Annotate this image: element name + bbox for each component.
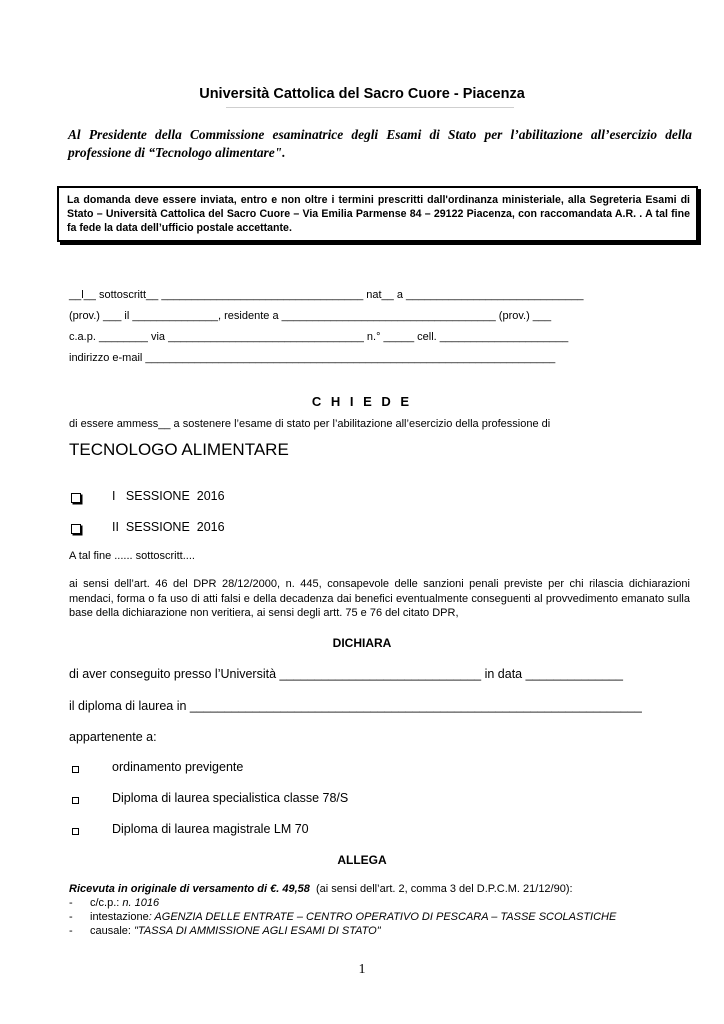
- page-number: 1: [358, 962, 366, 977]
- degree-line[interactable]: il diploma di laurea in _________________________________________________________________: [69, 699, 642, 713]
- birth-residence-line[interactable]: (prov.) ___ il ______________, residente a ___________________________________ (prov.) ___: [69, 310, 552, 322]
- item-label: intestazione: [90, 911, 149, 923]
- attachment-item: [69, 897, 709, 910]
- allega-heading: ALLEGA: [337, 853, 387, 867]
- session-2-label: II SESSIONE 2016: [112, 520, 225, 534]
- page-title: Università Cattolica del Sacro Cuore - Piacenza: [199, 86, 525, 102]
- notice-box: [57, 186, 698, 242]
- item-label: c/c.p.:: [90, 897, 123, 909]
- item-value: : AGENZIA DELLE ENTRATE – CENTRO OPERATIVO DI PESCARA – TASSE SCOLASTICHE: [148, 911, 617, 923]
- attachment-item: [69, 911, 709, 924]
- option-2-checkbox[interactable]: [72, 797, 79, 804]
- notice-text: La domanda deve essere inviata, entro e non oltre i termini prescritti dall'ordinanza ministeriale, alla Segreteria Esami di Stato – Università Cattolica del Sacro Cuore – Via Emilia Parmense 84 – 29122 Piacenza, con raccomandata A.R. . A tal fine fa fede la data dell’ufficio postale accettante.: [67, 194, 690, 234]
- applicant-name-line[interactable]: __l__ sottoscritt__ _________________________________ nat__ a _____________________________: [69, 289, 584, 301]
- receipt-line: [69, 883, 709, 896]
- request-text: di essere ammess__ a sostenere l’esame di stato per l’abilitazione all’esercizio della professione di: [69, 418, 551, 430]
- legal-paragraph: ai sensi dell’art. 46 del DPR 28/12/2000, n. 445, consapevole delle sanzioni penali previste per chi rilascia dichiarazioni mendaci, forma o fa uso di atti falsi e della decadenza dai benefici eventualmente conseguenti al provvedimento emanato sulla base della dichiarazione non veritiera, ai sensi degli artt. 75 e 76 del citato DPR,: [69, 578, 690, 619]
- chiede-heading: C H I E D E: [311, 394, 413, 409]
- option-1-checkbox[interactable]: [72, 766, 79, 773]
- item-label: causale:: [90, 925, 135, 937]
- item-dash: -: [69, 897, 73, 909]
- session-2-checkbox[interactable]: [71, 524, 81, 534]
- dichiara-heading: DICHIARA: [332, 636, 392, 650]
- option-3-checkbox[interactable]: [72, 828, 79, 835]
- item-dash: -: [69, 911, 73, 923]
- belongs-to-label: appartenente a:: [69, 730, 157, 744]
- item-dash: -: [69, 925, 73, 937]
- session-1-label: I SESSIONE 2016: [112, 489, 225, 503]
- receipt-title: Ricevuta in originale di versamento di €. 49,58: [69, 883, 310, 895]
- attachment-item: [69, 925, 709, 938]
- title-divider: [226, 107, 514, 108]
- item-value: n. 1016: [122, 897, 160, 909]
- session-1-checkbox[interactable]: [71, 493, 81, 503]
- option-1-label: ordinamento previgente: [112, 760, 244, 774]
- option-2-label: Diploma di laurea specialistica classe 78/S: [112, 791, 349, 805]
- receipt-reference: (ai sensi dell’art. 2, comma 3 del D.P.C.M. 21/12/90):: [309, 883, 573, 895]
- email-line[interactable]: indirizzo e-mail ___________________________________________________________________: [69, 352, 556, 364]
- profession-title: TECNOLOGO ALIMENTARE: [69, 440, 289, 459]
- addressee: Al Presidente della Commissione esaminatrice degli Esami di Stato per l’abilitazione all’esercizio della professione di “Tecnologo alimentare".: [68, 127, 692, 160]
- option-3-label: Diploma di laurea magistrale LM 70: [112, 822, 309, 836]
- a-tal-fine-text: A tal fine ...... sottoscritt....: [69, 550, 195, 562]
- item-value: "TASSA DI AMMISSIONE AGLI ESAMI DI STATO": [134, 925, 381, 937]
- address-line[interactable]: c.a.p. ________ via ________________________________ n.° _____ cell. _____________________: [69, 331, 569, 343]
- university-line[interactable]: di aver conseguito presso l’Università _____________________________ in data ______________: [69, 667, 623, 681]
